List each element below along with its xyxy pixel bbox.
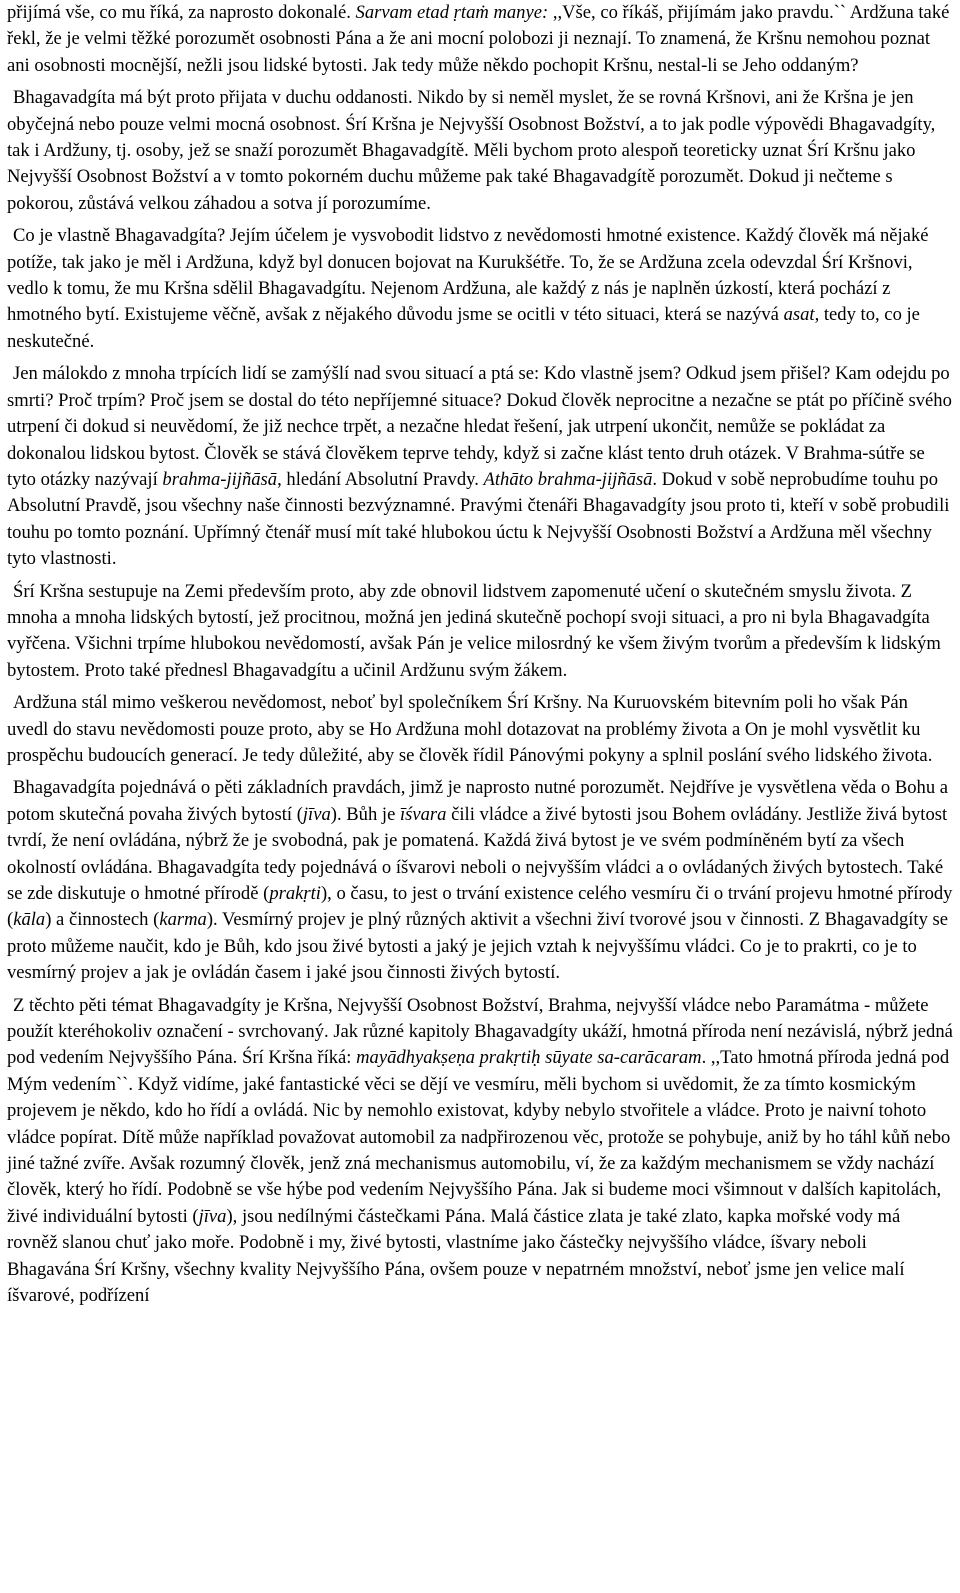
- text-segment: ), jsou nedílnými částečkami Pána. Malá částice zlata je také zlato, kapka mořské vody má rovněž slanou chuť jako moře. Podobně i my, živé bytosti, vlastníme jako částečky nejvyššího vládce, íšvary neboli Bhagavána Śrí Kršny, všechny kvality Nejvyššího Pána, ovšem pouze v nepatrném množství, neboť jsme jen velice malí íšvarové, podřízení: [7, 1205, 905, 1307]
- italic-term: brahma-jijñāsā: [162, 468, 278, 490]
- text-segment: ,,Vše, co říkáš, přijímám jako pravdu.`` Ardžuna také řekl, že je velmi těžké porozumět osobnosti Pána a že ani mocní polobozi ji neznají. To znamená, že Kršnu nemohou poznat ani osobnosti mocnější, nežli jsou lidské bytosti. Jak tedy může někdo pochopit Kršnu, nestal-li se Jeho oddaným?: [7, 2, 950, 76]
- text-segment: Co je vlastně Bhagavadgíta? Jejím účelem je vysvobodit lidstvo z nevědomosti hmotné existence. Každý člověk má nějaké potíže, tak jako je měl i Ardžuna, když byl donucen bojovat na Kurukšétře. To, že se Ardžuna zcela odevzdal Śrí Kršnovi, vedlo k tomu, že mu Kršna sdělil Bhagavadgítu. Nejenom Ardžuna, ale každý z nás je naplněn úzkostí, která pochází z hmotného bytí. Existujeme věčně, avšak z nějakého důvodu jsme se ocitli v této situaci, která se nazývá: [7, 225, 929, 326]
- text-segment: Bhagavadgíta má být proto přijata v duchu oddanosti. Nikdo by si neměl myslet, že se rovná Kršnovi, ani že Kršna je jen obyčejná nebo pouze velmi mocná osobnost. Śrí Kršna je Nejvyšší Osobnost Božství, a to jak podle výpovědi Bhagavadgíty, tak i Ardžuny, tj. osoby, jež se snaží porozumět Bhagavadgítě. Měli bychom proto alespoň teoreticky uznat Śrí Kršnu jako Nejvyšší Osobnost Božství a v tomto pokorném duchu můžeme pak také Bhagavadgítě porozumět. Dokud ji nečteme s pokorou, zůstává velkou záhadou a sotva jí porozumíme.: [7, 87, 936, 214]
- italic-term: īśvara: [399, 803, 447, 825]
- text-segment: ), o času, to jest o trvání existence celého vesmíru či o trvání projevu hmotné přírody (: [7, 883, 953, 931]
- text-segment: , tedy to, co je neskutečné.: [7, 304, 920, 352]
- paragraph-3: [7, 223, 953, 355]
- paragraph-6: [7, 690, 953, 769]
- text-segment: Ardžuna stál mimo veškerou nevědomost, neboť byl společníkem Śrí Kršny. Na Kuruovském bitevním poli ho však Pán uvedl do stavu nevědomosti pouze proto, aby se Ho Ardžuna mohl dotazovat na problémy života a On je mohl vysvětlit ku prospěchu budoucích generací. Je tedy důležité, aby se člověk řídil Pánovými pokyny a splnil poslání svého lidského života.: [7, 692, 933, 766]
- paragraph-2: [7, 85, 953, 217]
- text-segment: , hledání Absolutní Pravdy.: [277, 468, 484, 490]
- italic-term: karma: [159, 909, 207, 931]
- text-segment: . Dokud v sobě neprobudíme touhu po Absolutní Pravdě, jsou všechny naše činnosti bezvýznamné. Pravými čtenáři Bhagavadgíty jsou proto ti, kteří v sobě probudili touhu po tomto poznání. Upřímný čtenář musí mít také hlubokou úctu k Nejvyšší Osobnosti Božství a Ardžuna měl všechny tyto vlastnosti.: [7, 468, 950, 570]
- text-segment: ) a činnostech (: [45, 909, 160, 931]
- text-segment: čili vládce a živé bytosti jsou Bohem ovládány. Jestliže živá bytost tvrdí, že není ovládána, nýbrž že je svobodná, pak je pomatená. Každá živá bytost je ve svém podmíněném bytí za všech okolností ovládána. Bhagavadgíta tedy pojednává o íšvarovi neboli o nejvyšším vládci a o ovládaných živých bytostech. Také se zde diskutuje o hmotné přírodě (: [7, 803, 948, 904]
- text-segment: ). Vesmírný projev je plný různých aktivit a všechni živí tvorové jsou v činnosti. Z Bhagavadgíty se proto můžeme naučit, kdo je Bůh, kdo jsou živé bytosti a jaký je jejich vztah k nejvyššímu vládci. Co je to prakrti, co je to vesmírný projev a jak je ovládán časem i jaké jsou činnosti živých bytostí.: [7, 909, 949, 984]
- paragraph-4: [7, 361, 953, 572]
- paragraph-1: [7, 0, 953, 79]
- italic-term: jīva: [302, 803, 331, 825]
- document-page: [7, 0, 953, 1316]
- text-segment: . ,,Tato hmotná příroda jedná pod Mým vedením``. Když vidíme, jaké fantastické věci se dějí ve vesmíru, měli bychom si uvědomit, že za tímto kosmickým projevem je někdo, kdo ho řídí a ovládá. Nic by nemohlo existovat, kdyby nebylo stvořitele a vládce. Proto je naivní tohoto vládce popírat. Dítě může například považovat automobil za nadpřirozenou věc, protože se pohybuje, aniž by ho táhl kůň nebo jiné tažné zvíře. Avšak rozumný člověk, jenž zná mechanismus automobilu, ví, že za každým mechanismem se vždy nachází člověk, který ho řídí. Podobně se vše hýbe pod vedením Nejvyššího Pána. Jak si budeme moci všimnout v dalších kapitolách, živé individuální bytosti (: [7, 1047, 951, 1227]
- text-segment: Jen málokdo z mnoha trpících lidí se zamýšlí nad svou situací a ptá se: Kdo vlastně jsem? Odkud jsem přišel? Kam odejdu po smrti? Proč trpím? Proč jsem se dostal do této nepříjemné situace? Dokud člověk neprocitne a nezačne se ptát po příčině svého utrpení či dokud si neuvědomí, že již nechce trpět, a nezačne hledat řešení, jak utrpení ukončit, nemůže se pokládat za dokonalou lidskou bytost. Člověk se stává člověkem teprve tehdy, když si začne klást tento druh otázek. V Brahma-sútře se tyto otázky nazývají: [7, 363, 952, 490]
- paragraph-5: [7, 579, 953, 685]
- italic-term: mayādhyakṣeṇa prakṛtiḥ sūyate sa-carācaram: [356, 1047, 702, 1069]
- italic-term: Athāto brahma-jijñāsā: [483, 468, 653, 490]
- italic-term: prakṛti: [269, 883, 321, 904]
- text-segment: Bhagavadgíta pojednává o pěti základních pravdách, jimž je naprosto nutné porozumět. Nejdříve je vysvětlena věda o Bohu a potom skutečná povaha živých bytostí (: [7, 777, 949, 825]
- italic-term: kāla: [13, 909, 46, 931]
- text-segment: ). Bůh je: [330, 803, 400, 825]
- italic-term: jīva: [198, 1205, 227, 1227]
- paragraph-8: [7, 993, 953, 1310]
- italic-term: Sarvam etad ṛtaṁ manye:: [355, 2, 549, 23]
- text-segment: Śrí Kršna sestupuje na Zemi především proto, aby zde obnovil lidstvem zapomenuté učení o skutečném smyslu života. Z mnoha a mnoha lidských bytostí, jež procitnou, možná jen jediná skutečně pochopí svoji situaci, a pro ni byla Bhagavadgíta vyřčena. Všichni trpíme hlubokou nevědomostí, avšak Pán je velice milosrdný ke všem živým tvorům a především k lidským bytostem. Proto také přednesl Bhagavadgítu a učinil Ardžunu svým žákem.: [7, 580, 941, 681]
- text-segment: Z těchto pěti témat Bhagavadgíty je Kršna, Nejvyšší Osobnost Božství, Brahma, nejvyšší vládce nebo Paramátma - můžete použít kteréhokoliv označení - svrchovaný. Jak různé kapitoly Bhagavadgíty ukáží, hmotná příroda není nezávislá, nýbrž jedná pod vedením Nejvyššího Pána. Śrí Kršna říká:: [7, 994, 953, 1069]
- text-segment: přijímá vše, co mu říká, za naprosto dokonalé.: [7, 2, 356, 23]
- paragraph-7: [7, 775, 953, 986]
- italic-term: asat: [783, 304, 815, 326]
